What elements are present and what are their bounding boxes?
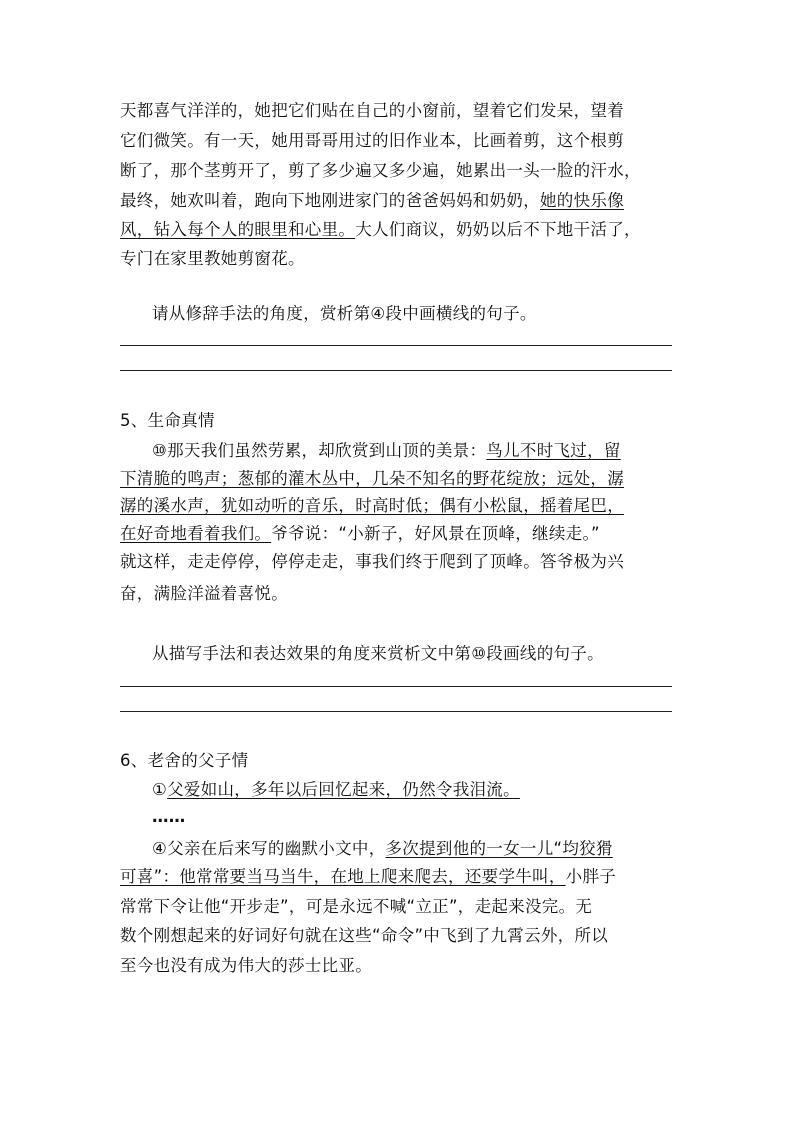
answer-line xyxy=(120,345,672,346)
underlined-sentence: 下清脆的鸣声；葱郁的灌木丛中，几朵不知名的野花绽放；远处，潺 xyxy=(120,469,624,488)
passage-text: 小胖子 xyxy=(565,867,617,886)
passage-text: ⑩那天我们虽然劳累，却欣赏到山顶的美景： xyxy=(152,441,487,460)
passage-text: 大人们商议，奶奶以后不下地干活了， xyxy=(355,220,641,239)
underlined-sentence: 父爱如山，多年以后回忆起来，仍然令我泪流。 xyxy=(167,780,520,799)
paragraph-number: ① xyxy=(152,780,168,799)
ellipsis: …… xyxy=(152,807,186,826)
passage-line xyxy=(120,219,641,241)
passage-line xyxy=(152,779,520,801)
underlined-sentence: 多次提到他的一女一儿“均狡猾 xyxy=(385,839,613,858)
passage-line: 数个刚想起来的好词好句就在这些“命令”中飞到了九霄云外，所以 xyxy=(120,926,609,945)
passage-line: 常常下令让他“开步走”，可是永远不喊“立正”，走起来没完。无 xyxy=(120,897,593,916)
passage-line: 就这样，走走停停，停停走走，事我们终于爬到了顶峰。答爷极为兴 xyxy=(120,552,624,571)
passage-text: 爷爷说：“小新子，好风景在顶峰，继续走。” xyxy=(271,524,600,543)
passage-text: 最终，她欢叫着，跑向下地刚进家门的爸爸妈妈和奶奶， xyxy=(120,191,540,210)
answer-line xyxy=(120,711,672,712)
underlined-sentence: 可喜”：他常常要当马当牛，在地上爬来爬去，还要学牛叫， xyxy=(120,867,566,886)
passage-line: 奋，满脸洋溢着喜悦。 xyxy=(120,584,288,603)
question-prompt: 请从修辞手法的角度，赏析第④段中画横线的句子。 xyxy=(152,304,537,323)
passage-line xyxy=(120,468,624,490)
underlined-sentence: 鸟儿不时飞过，留 xyxy=(486,441,621,460)
underlined-sentence: 她的快乐像 xyxy=(540,191,624,210)
passage-line: 至今也没有成为伟大的莎士比亚。 xyxy=(120,956,372,975)
answer-line xyxy=(120,370,672,371)
passage-line xyxy=(152,838,613,860)
passage-text: ④父亲在后来写的幽默小文中， xyxy=(152,839,386,858)
passage-line xyxy=(120,190,624,212)
underlined-sentence: 风，钻入每个人的眼里和心里。 xyxy=(120,220,356,239)
answer-line xyxy=(120,686,672,687)
passage-line xyxy=(152,440,621,462)
section-title: 5、生命真情 xyxy=(120,411,215,430)
underlined-sentence: 潺的溪水声，犹如动听的音乐，时高时低；偶有小松鼠，摇着尾巴， xyxy=(120,496,624,515)
passage-line xyxy=(120,495,624,517)
passage-line: 天都喜气洋洋的，她把它们贴在自己的小窗前，望着它们发呆，望着 xyxy=(120,101,624,120)
passage-line xyxy=(120,523,600,545)
question-prompt: 从描写手法和表达效果的角度来赏析文中第⑩段画线的句子。 xyxy=(152,644,604,663)
passage-line: 它们微笑。有一天，她用哥哥用过的旧作业本，比画着剪，这个根剪 xyxy=(120,131,624,150)
underlined-sentence: 在好奇地看着我们。 xyxy=(120,524,272,543)
passage-line: 专门在家里教她剪窗花。 xyxy=(120,249,305,268)
passage-line: 断了，那个茎剪开了，剪了多少遍又多少遍，她累出一头一脸的汗水， xyxy=(120,161,641,180)
passage-line xyxy=(120,866,616,888)
section-title: 6、老舍的父子情 xyxy=(120,751,249,770)
